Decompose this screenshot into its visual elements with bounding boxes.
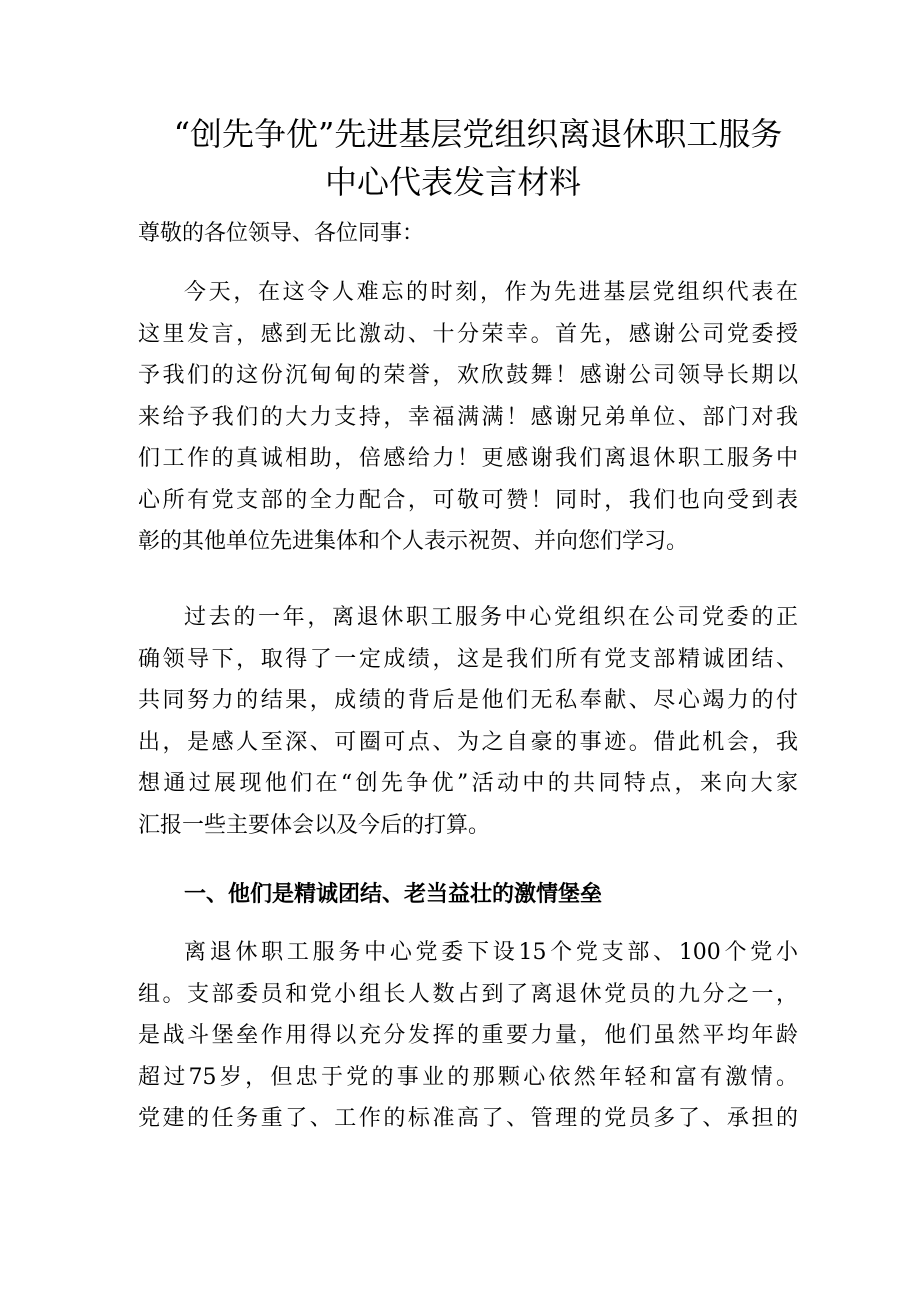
paragraph-line: 今天，在这令人难忘的时刻，作为先进基层党组织代表在 bbox=[184, 280, 798, 305]
paragraph-line: 共同努力的结果，成绩的背后是他们无私奉献、尽心竭力的付 bbox=[138, 688, 798, 713]
paragraph-line: 过去的一年，离退休职工服务中心党组织在公司党委的正 bbox=[184, 605, 798, 630]
paragraph-line: 这里发言，感到无比激动、十分荣幸。首先，感谢公司党委授 bbox=[138, 321, 798, 347]
paragraph-line: 超过75岁，但忠于党的事业的那颗心依然年轻和富有激情。 bbox=[138, 1064, 798, 1090]
paragraph-1 bbox=[138, 272, 798, 563]
paragraph-line: 想通过展现他们在“创先争优”活动中的共同特点，来向大家 bbox=[138, 771, 798, 796]
paragraph-2 bbox=[138, 597, 798, 846]
document-title-line-2: 中心代表发言材料 bbox=[324, 163, 581, 201]
paragraph-line: 是战斗堡垒作用得以充分发挥的重要力量，他们虽然平均年龄 bbox=[138, 1023, 798, 1048]
paragraph-line: 出，是感人至深、可圈可点、为之自豪的事迹。借此机会，我 bbox=[138, 729, 798, 755]
paragraph-line: 心所有党支部的全力配合，可敬可赞！同时，我们也向受到表 bbox=[138, 487, 798, 513]
paragraph-line: 组。支部委员和党小组长人数占到了离退休党员的九分之一， bbox=[138, 981, 798, 1007]
paragraph-line: 党建的任务重了、工作的标准高了、管理的党员多了、承担的 bbox=[138, 1106, 798, 1131]
section-heading-1: 一、他们是精诚团结、老当益壮的激情堡垒 bbox=[184, 881, 603, 907]
paragraph-line: 确领导下，取得了一定成绩，这是我们所有党支部精诚团结、 bbox=[138, 646, 798, 672]
paragraph-line: 彰的其他单位先进集体和个人表示祝贺、并向您们学习。 bbox=[138, 529, 689, 554]
paragraph-line: 来给予我们的大力支持，幸福满满！感谢兄弟单位、部门对我 bbox=[138, 404, 798, 430]
paragraph-3 bbox=[138, 932, 798, 1140]
salutation: 尊敬的各位领导、各位同事： bbox=[138, 221, 425, 246]
paragraph-line: 予我们的这份沉甸甸的荣誉，欢欣鼓舞！感谢公司领导长期以 bbox=[138, 363, 798, 388]
document-title-line-1: “创先争优”先进基层党组织离退休职工服务 bbox=[173, 115, 783, 153]
paragraph-line: 汇报一些主要体会以及今后的打算。 bbox=[138, 812, 491, 838]
paragraph-line: 离退休职工服务中心党委下设15个党支部、100个党小 bbox=[184, 940, 798, 965]
paragraph-line: 们工作的真诚相助，倍感给力！更感谢我们离退休职工服务中 bbox=[138, 446, 798, 471]
